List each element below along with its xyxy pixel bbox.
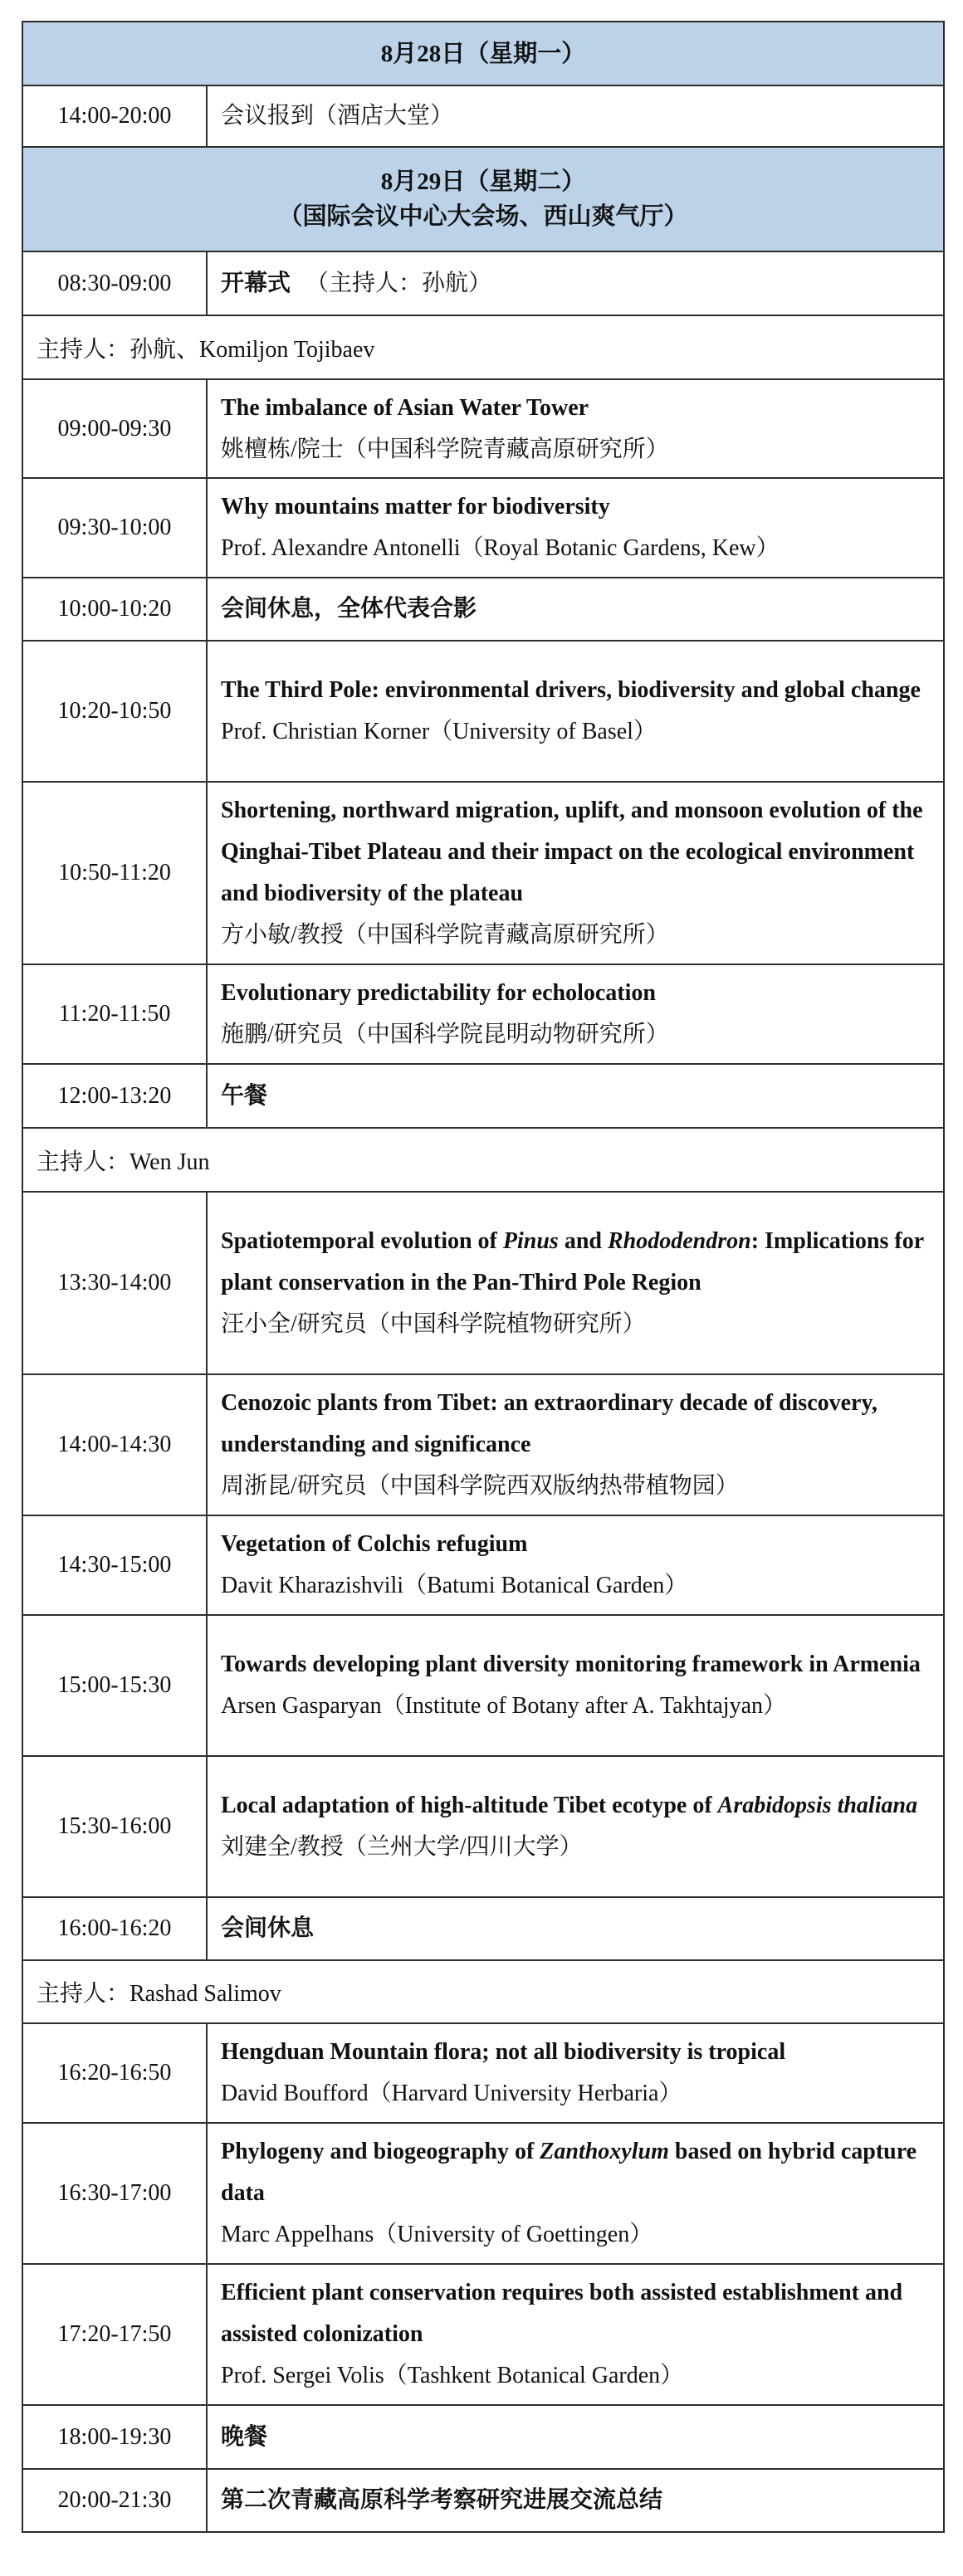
- time-cell: 09:30-10:00: [23, 479, 208, 577]
- day-header-aug29: [23, 146, 943, 251]
- talk-title: [221, 1785, 933, 1827]
- talk-speaker: Prof. Christian Korner（University of Basel）: [221, 719, 657, 744]
- talk-title: The imbalance of Asian Water Tower: [221, 394, 589, 421]
- venue-text: （国际会议中心大会场、西山爽气厅）: [278, 203, 688, 230]
- talk-row: [23, 2022, 943, 2122]
- schedule-row: [23, 1063, 943, 1127]
- talk-cell: [208, 1375, 943, 1515]
- talk-title: Towards developing plant diversity monitoring framework in Armenia: [221, 1651, 921, 1677]
- session-cell: [208, 2406, 943, 2468]
- talk-title: Evolutionary predictability for echolocation: [221, 980, 656, 1006]
- talk-speaker: 周浙昆/研究员（中国科学院西双版纳热带植物园）: [221, 1473, 739, 1499]
- talk-cell: [208, 479, 943, 577]
- talk-speaker: Prof. Alexandre Antonelli（Royal Botanic Gardens, Kew）: [221, 535, 780, 561]
- talk-speaker: 方小敏/教授（中国科学院青藏高原研究所）: [221, 922, 669, 948]
- session-cell: [208, 578, 943, 640]
- talk-cell: [208, 1193, 943, 1373]
- talk-speaker: Marc Appelhans（University of Goettingen）: [221, 2222, 653, 2247]
- talk-cell: [208, 1516, 943, 1614]
- talk-cell: [208, 380, 943, 477]
- talk-title: [221, 2131, 933, 2214]
- time-cell: 20:00-21:30: [23, 2470, 208, 2531]
- chair-row: [23, 1959, 943, 2022]
- session-text: 第二次青藏高原科学考察研究进展交流总结: [221, 2487, 663, 2513]
- talk-row: [23, 640, 943, 781]
- time-cell: 16:30-17:00: [23, 2124, 208, 2263]
- day-title: 8月28日（星期一）: [380, 40, 586, 67]
- title-genus: Pinus: [502, 1228, 559, 1254]
- time-cell: 14:00-14:30: [23, 1375, 208, 1515]
- session-text: 会议报到（酒店大堂）: [221, 103, 454, 129]
- talk-cell: [208, 783, 943, 964]
- talk-speaker: Arsen Gasparyan（Institute of Botany after A. Takhtajyan）: [221, 1693, 787, 1719]
- talk-cell: [208, 642, 943, 781]
- schedule-row: [23, 1896, 943, 1959]
- talk-cell: [208, 2124, 943, 2263]
- talk-title: Hengduan Mountain flora; not all biodiversity is tropical: [221, 2039, 786, 2065]
- talk-cell: [208, 2265, 943, 2404]
- session-text: 晚餐: [221, 2423, 268, 2450]
- talk-speaker: 施鹏/研究员（中国科学院昆明动物研究所）: [221, 1022, 669, 1047]
- time-cell: 14:30-15:00: [23, 1516, 208, 1614]
- session-cell: [208, 1898, 943, 1959]
- schedule-row: [23, 2468, 943, 2531]
- time-cell: 11:20-11:50: [23, 965, 208, 1063]
- time-cell: 10:50-11:20: [23, 783, 208, 964]
- time-cell: 16:00-16:20: [23, 1898, 208, 1959]
- time-cell: 14:00-20:00: [23, 86, 208, 146]
- talk-row: [23, 2122, 943, 2263]
- schedule-row: [23, 2404, 943, 2468]
- title-genus: Zanthoxylum: [540, 2139, 669, 2164]
- chair-text: 主持人：Rashad Salimov: [37, 1981, 281, 2007]
- time-cell: 17:20-17:50: [23, 2265, 208, 2404]
- talk-cell: [208, 1757, 943, 1896]
- talk-row: [23, 1614, 943, 1755]
- session-cell: [208, 252, 943, 315]
- schedule-row: [23, 85, 943, 146]
- talk-title: Cenozoic plants from Tibet: an extraordinary decade of discovery, understanding and significance: [221, 1390, 877, 1457]
- talk-row: [23, 1191, 943, 1373]
- schedule-table: [22, 21, 945, 2533]
- time-cell: 15:00-15:30: [23, 1616, 208, 1755]
- title-part: Spatiotemporal evolution of: [221, 1228, 503, 1254]
- time-cell: 09:00-09:30: [23, 380, 208, 477]
- time-cell: 18:00-19:30: [23, 2406, 208, 2468]
- talk-title: Efficient plant conservation requires both assisted establishment and assisted colonization: [221, 2280, 903, 2347]
- talk-title: Vegetation of Colchis refugium: [221, 1531, 528, 1557]
- chair-text: 主持人：孙航、Komiljon Tojibaev: [37, 336, 375, 363]
- day-title: 8月29日（星期二）: [380, 168, 586, 195]
- time-cell: 16:20-16:50: [23, 2024, 208, 2122]
- talk-row: [23, 1373, 943, 1515]
- chair-row: [23, 315, 943, 378]
- session-cell: [208, 86, 943, 146]
- chair-row: [23, 1127, 943, 1191]
- talk-speaker: 刘建全/教授（兰州大学/四川大学）: [221, 1834, 583, 1860]
- time-cell: 13:30-14:00: [23, 1193, 208, 1373]
- talk-row: [23, 964, 943, 1063]
- time-cell: 12:00-13:20: [23, 1065, 208, 1127]
- talk-row: [23, 2263, 943, 2404]
- session-text: 会间休息，全体代表合影: [221, 596, 477, 622]
- talk-cell: [208, 965, 943, 1063]
- title-part: and: [558, 1228, 608, 1254]
- talk-row: [23, 378, 943, 477]
- schedule-row: [23, 577, 943, 640]
- title-species: Arabidopsis thaliana: [717, 1793, 918, 1818]
- talk-row: [23, 1515, 943, 1614]
- session-cell: [208, 2470, 943, 2531]
- title-genus: Rhododendron: [607, 1228, 751, 1254]
- title-part: Local adaptation of high-altitude Tibet ecotype of: [221, 1793, 718, 1818]
- talk-row: [23, 781, 943, 964]
- session-text: 会间休息: [221, 1915, 315, 1941]
- talk-title: [221, 1221, 933, 1304]
- time-cell: 10:20-10:50: [23, 642, 208, 781]
- talk-row: [23, 477, 943, 577]
- talk-title: The Third Pole: environmental drivers, biodiversity and global change: [221, 677, 921, 703]
- time-cell: 08:30-09:00: [23, 252, 208, 315]
- talk-title: Why mountains matter for biodiversity: [221, 494, 610, 520]
- talk-cell: [208, 2024, 943, 2122]
- session-cell: [208, 1065, 943, 1127]
- talk-speaker: Prof. Sergei Volis（Tashkent Botanical Garden）: [221, 2363, 684, 2388]
- day-header-aug28: [23, 22, 943, 85]
- talk-speaker: 汪小全/研究员（中国科学院植物研究所）: [221, 1311, 646, 1337]
- talk-speaker: Davit Kharazishvili（Batumi Botanical Garden）: [221, 1573, 688, 1598]
- title-part: Phylogeny and biogeography of: [221, 2139, 540, 2164]
- talk-row: [23, 1755, 943, 1896]
- session-title: 开幕式: [221, 270, 291, 296]
- talk-speaker: David Boufford（Harvard University Herbaria）: [221, 2081, 682, 2106]
- time-cell: 15:30-16:00: [23, 1757, 208, 1896]
- title-part: : Implications for plant conservation in the Pan-Third Pole Region: [221, 1228, 924, 1295]
- chair-text: 主持人：Wen Jun: [37, 1149, 210, 1175]
- session-text: 午餐: [221, 1082, 268, 1109]
- talk-speaker: 姚檀栋/院士（中国科学院青藏高原研究所）: [221, 436, 669, 462]
- talk-title: Shortening, northward migration, uplift, and monsoon evolution of the Qinghai-Tibet Plateau and their impact on the ecological environment and biodiversity of the plateau: [221, 798, 923, 906]
- host-text: （主持人：孙航）: [306, 270, 492, 296]
- title-part: based on hybrid capture data: [221, 2139, 917, 2206]
- schedule-row: [23, 251, 943, 315]
- time-cell: 10:00-10:20: [23, 578, 208, 640]
- talk-cell: [208, 1616, 943, 1755]
